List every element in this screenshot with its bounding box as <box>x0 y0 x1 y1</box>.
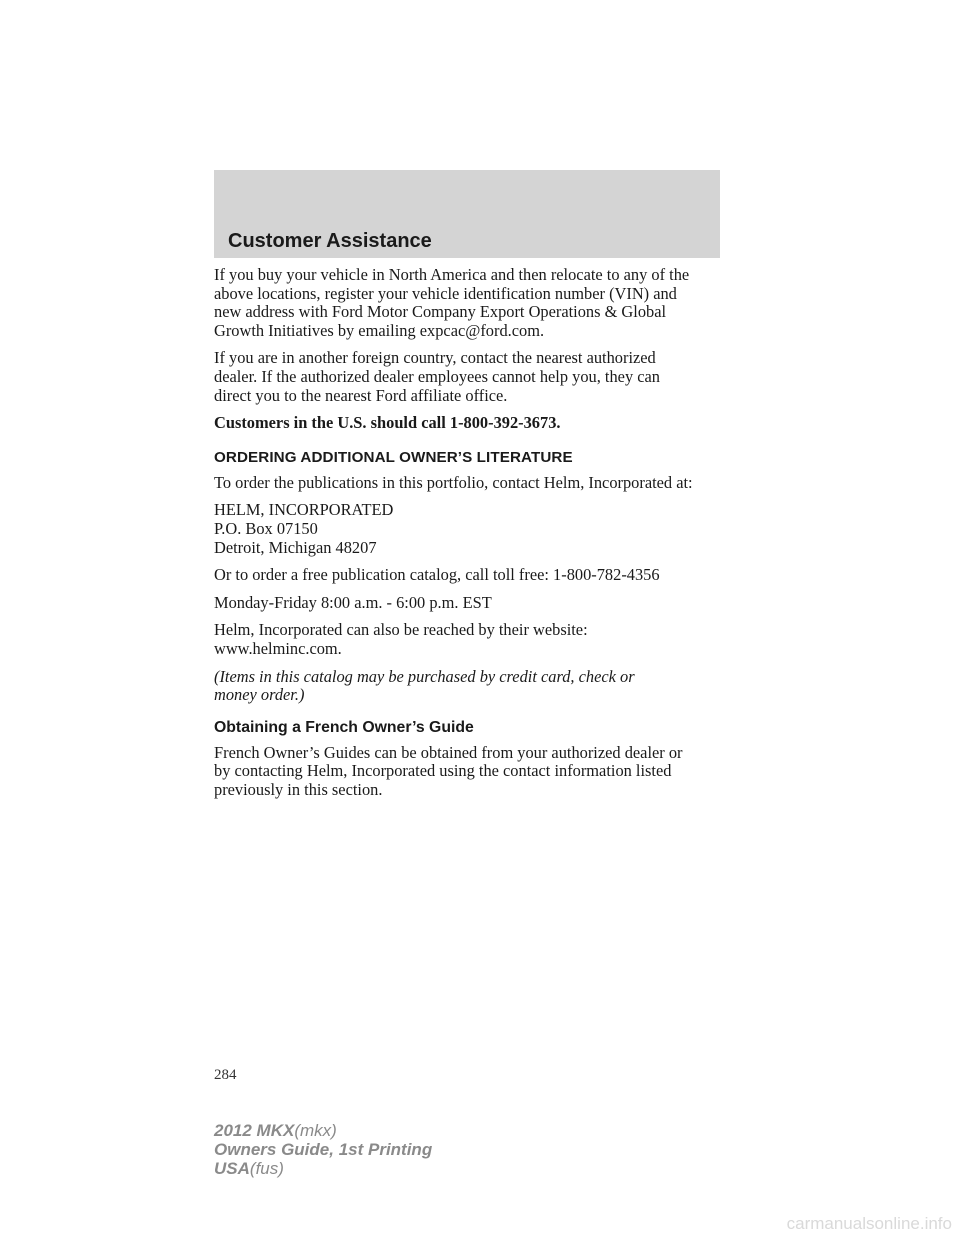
paragraph-website: Helm, Incorporated can also be reached by their website: www.helminc.com. <box>214 620 588 658</box>
paragraph-payment-note: (Items in this catalog may be purchased by credit card, check or money order.) <box>214 666 635 705</box>
footer-region: USA <box>214 1159 250 1178</box>
heading-ordering-literature: ORDERING ADDITIONAL OWNER’S LITERATURE <box>214 448 573 466</box>
footer-model-code: (mkx) <box>294 1121 337 1140</box>
paragraph-order-publications: To order the publications in this portfolio, contact Helm, Incorporated at: <box>214 472 693 492</box>
footer-line-printing <box>214 1140 432 1159</box>
page-number: 284 <box>214 1067 237 1083</box>
footer-region-code: (fus) <box>249 1159 284 1178</box>
print-footer <box>214 1121 432 1178</box>
heading-french-guide: Obtaining a French Owner’s Guide <box>214 718 474 736</box>
paragraph-us-phone: Customers in the U.S. should call 1-800-392-3673. <box>214 413 561 433</box>
paragraph-relocation: If you buy your vehicle in North America and then relocate to any of the above locations, register your vehicle identification number (VIN) and new address with Ford Motor Company Export Operations & Global Growth Initiatives by emailing expcac@ford.com. <box>214 265 690 340</box>
paragraph-catalog-phone: Or to order a free publication catalog, call toll free: 1-800-782-4356 <box>214 565 660 585</box>
footer-line-region <box>214 1159 432 1178</box>
footer-printing: Owners Guide, 1st Printing <box>214 1140 433 1159</box>
footer-line-model <box>214 1121 432 1140</box>
section-title: Customer Assistance <box>228 230 432 252</box>
address-block: HELM, INCORPORATED P.O. Box 07150 Detroit, Michigan 48207 <box>214 500 394 557</box>
paragraph-hours: Monday-Friday 8:00 a.m. - 6:00 p.m. EST <box>214 592 492 612</box>
footer-model: 2012 MKX <box>214 1121 295 1140</box>
page-content <box>214 266 724 808</box>
watermark: carmanualsonline.info <box>786 1214 952 1233</box>
paragraph-french-guide: French Owner’s Guides can be obtained from your authorized dealer or by contacting Helm, Incorporated using the contact information listed previously in this section. <box>214 742 683 799</box>
paragraph-foreign-country: If you are in another foreign country, contact the nearest authorized dealer. If the authorized dealer employees cannot help you, they can direct you to the nearest Ford affiliate office. <box>214 348 660 405</box>
section-header-band <box>214 170 720 258</box>
